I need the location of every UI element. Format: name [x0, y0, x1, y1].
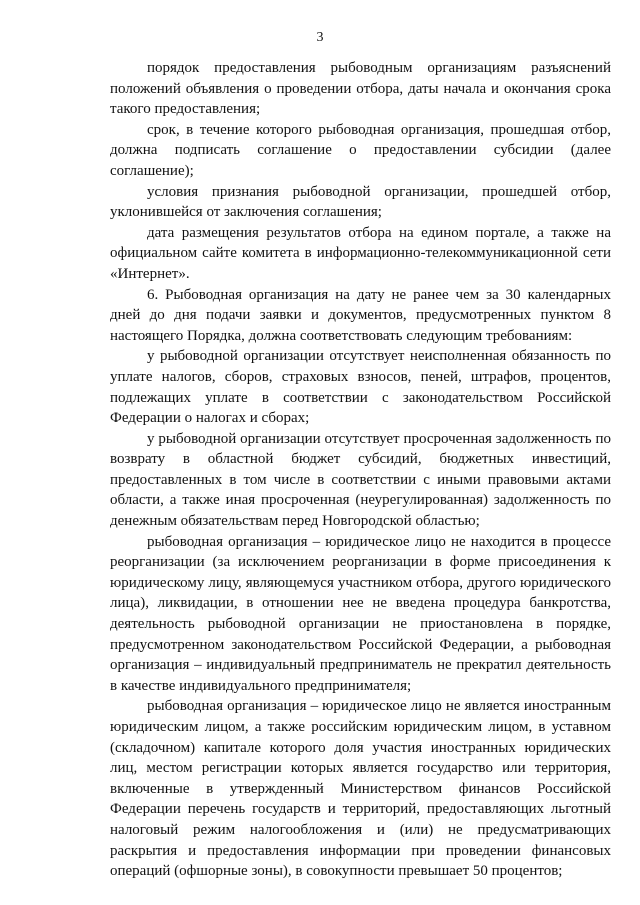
document-body — [110, 58, 611, 882]
paragraph-results-publication: дата размещения результатов отбора на едином портале, а также на официальном сайте комитета в информационно-телекоммуникационной сети «Интернет». — [110, 224, 611, 282]
paragraph-foreign-entity: рыбоводная организация – юридическое лицо не является иностранным юридическим лицом, а также российским юридическим лицом, в уставном (складочном) капитале которого доля участия иностранных юридических лиц, местом регистрации которых является государство или территория, включенные в утвержденный Министерством финансов Российской Федерации перечень государств и территорий, предоставляющих льготный налоговый режим налогообложения и (или) не предусматривающих раскрытия и предоставления информации при проведении финансовых операций (офшорные зоны), в совокупности превышает 50 процентов; — [110, 698, 611, 880]
paragraph-budget-debt: у рыбоводной организации отсутствует просроченная задолженность по возврату в областной бюджет субсидий, бюджетных инвестиций, предоставленных в том числе в соответствии с иными правовыми актами области, а также иная просроченная (неурегулированная) задолженность по денежным обязательствам перед Новгородской областью; — [110, 430, 611, 530]
paragraph-agreement-deadline: срок, в течение которого рыбоводная организация, прошедшая отбор, должна подписать соглашение о предоставлении субсидии (далее соглашение); — [110, 121, 611, 179]
paragraph-requirements-intro: 6. Рыбоводная организация на дату не ранее чем за 30 календарных дней до дня подачи заявки и документов, предусмотренных пунктом 8 настоящего Порядка, должна соответствовать следующим требованиям: — [110, 286, 611, 344]
paragraph-tax-debt: у рыбоводной организации отсутствует неисполненная обязанность по уплате налогов, сборов, страховых взносов, пеней, штрафов, процентов, подлежащих уплате в соответствии с законодательством Российской Федерации о налогах и сборах; — [110, 348, 611, 427]
paragraph-reorganization: рыбоводная организация – юридическое лицо не находится в процессе реорганизации (за исключением реорганизации в форме присоединения к юридическому лицу, являющемуся участником отбора, другого юридического лица), ликвидации, в отношении нее не введена процедура банкротства, деятельность рыбоводной организации не приостановлена в порядке, предусмотренном законодательством Российской Федерации, а рыбоводная организация – индивидуальный предприниматель не прекратил деятельность в качестве индивидуального предпринимателя; — [110, 533, 611, 694]
paragraph-clarification-order: порядок предоставления рыбоводным организациям разъяснений положений объявления о проведении отбора, даты начала и окончания срока такого предоставления; — [110, 60, 611, 118]
paragraph-evasion-conditions: условия признания рыбоводной организации, прошедшей отбор, уклонившейся от заключения соглашения; — [110, 183, 611, 221]
page-number: 3 — [316, 30, 324, 45]
